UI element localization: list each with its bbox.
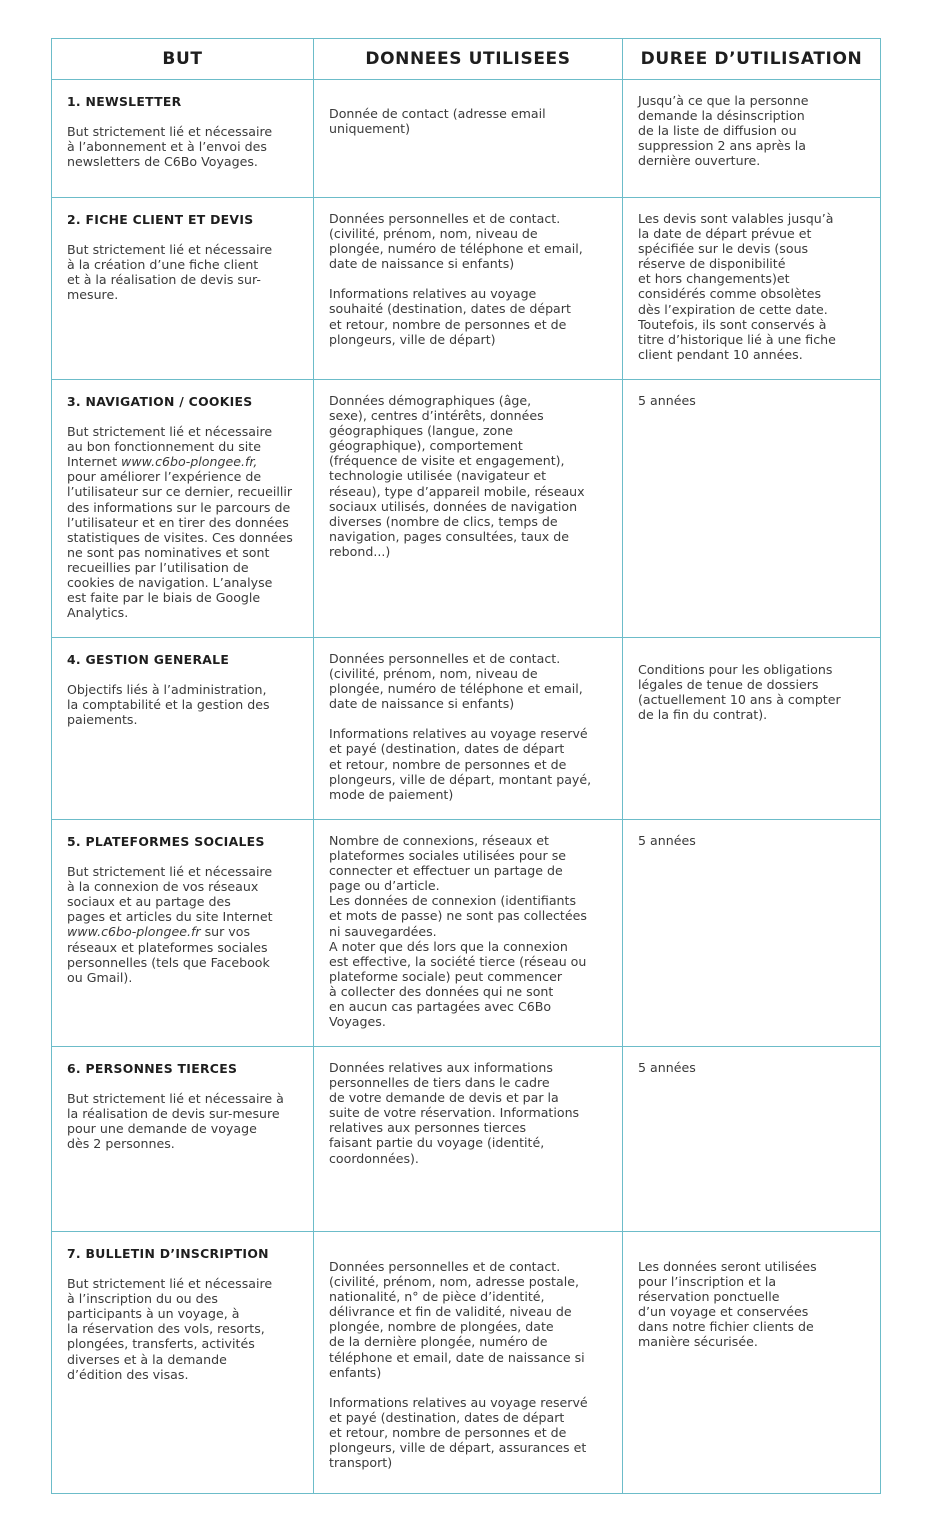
data-text: Données démographiques (âge, sexe), centres d’intérêts, données géographiques (langue, zone géographique), comportement (fréquence de visite et engagement), technologie utilisée (navigateur et réseau), type d’appareil mobile, réseaux sociaux utilisés, données de navigation diverses (nombre de clics, temps de navigation, pages consultées, taux de rebond...)	[329, 393, 585, 559]
duration-cell	[623, 380, 881, 638]
data-cell	[314, 638, 623, 820]
duration-text: Les données seront utilisées pour l’inscription et la réservation ponctuelle d’un voyage et conservées dans notre fichier clients de manière sécurisée.	[638, 1259, 817, 1350]
data-cell	[314, 1047, 623, 1232]
row-title: 2. FICHE CLIENT ET DEVIS	[67, 212, 254, 227]
purpose-cell	[52, 1047, 314, 1232]
purpose-text: But strictement lié et nécessaire à l’abonnement et à l’envoi des newsletters de C6Bo Voyages.	[67, 124, 273, 170]
purpose-cell	[52, 638, 314, 820]
row-title: 1. NEWSLETTER	[67, 94, 182, 109]
table-row	[52, 1047, 881, 1232]
duration-cell	[623, 80, 881, 198]
purpose-text	[67, 864, 301, 985]
table-row	[52, 380, 881, 638]
purpose-cell	[52, 1232, 314, 1494]
purpose-cell	[52, 820, 314, 1047]
table-row	[52, 198, 881, 380]
header-data-used: DONNEES UTILISEES	[314, 39, 623, 80]
purpose-text: Objectifs liés à l’administration, la comptabilité et la gestion des paiements.	[67, 682, 270, 728]
purpose-cell	[52, 198, 314, 380]
site-url: www.c6bo-plongee.fr,	[121, 454, 258, 470]
row-title: 5. PLATEFORMES SOCIALES	[67, 834, 265, 849]
purpose-text: But strictement lié et nécessaire à l’inscription du ou des participants à un voyage, à la réservation des vols, resorts, plongées, transferts, activités diverses et à la demande d’édition des visas.	[67, 1276, 273, 1382]
header-row	[52, 39, 881, 80]
purpose-cell	[52, 380, 314, 638]
duration-text: 5 années	[638, 393, 696, 408]
data-text: Informations relatives au voyage souhaité (destination, dates de départ et retour, nombre de personnes et de plongeurs, ville de départ)	[329, 286, 571, 347]
data-cell	[314, 80, 623, 198]
duration-text: 5 années	[638, 1060, 696, 1075]
data-text: Données personnelles et de contact. (civilité, prénom, nom, adresse postale, nationalité, n° de pièce d’identité, délivrance et fin de validité, niveau de plongée, nombre de plongées, date de la dernière plongée, numéro de téléphone et email, date de naissance si enfants)	[329, 1259, 585, 1380]
purpose-text-end: sur vos réseaux et plateformes sociales personnelles (tels que Facebook ou Gmail).	[67, 924, 270, 985]
row-title: 7. BULLETIN D’INSCRIPTION	[67, 1246, 269, 1261]
duration-cell	[623, 638, 881, 820]
purpose-text: But strictement lié et nécessaire à la création d’une fiche client et à la réalisation de devis sur- mesure.	[67, 242, 273, 303]
data-cell	[314, 380, 623, 638]
data-cell	[314, 198, 623, 380]
data-usage-table	[51, 38, 881, 1494]
purpose-text	[67, 424, 301, 620]
duration-cell	[623, 198, 881, 380]
data-text: Donnée de contact (adresse email uniquement)	[329, 106, 546, 137]
duration-text: 5 années	[638, 833, 696, 848]
purpose-text-end: pour améliorer l’expérience de l’utilisateur sur ce dernier, recueillir des informations sur le parcours de l’utilisateur et en tirer des données statistiques de visites. Ces données ne sont pas nominatives et sont recueillies par l’utilisation de cookies de navigation. L’analyse est faite par le biais de Google Analytics.	[67, 469, 293, 621]
table-row	[52, 80, 881, 198]
data-cell	[314, 1232, 623, 1494]
data-text: Données personnelles et de contact. (civilité, prénom, nom, niveau de plongée, numéro de téléphone et email, date de naissance si enfants)	[329, 651, 583, 712]
duration-cell	[623, 1047, 881, 1232]
duration-cell	[623, 820, 881, 1047]
duration-text: Les devis sont valables jusqu’à la date de départ prévue et spécifiée sur le devis (sous réserve de disponibilité et hors changements)et considérés comme obsolètes dès l’expiration de cette date. Toutefois, ils sont conservés à titre d’historique lié à une fiche client pendant 10 années.	[638, 211, 836, 362]
duration-text: Conditions pour les obligations légales de tenue de dossiers (actuellement 10 ans à compter de la fin du contrat).	[638, 662, 841, 723]
table-row	[52, 638, 881, 820]
row-title: 3. NAVIGATION / COOKIES	[67, 394, 253, 409]
data-text: Nombre de connexions, réseaux et plateformes sociales utilisées pour se connecter et effectuer un partage de page ou d’article. Les données de connexion (identifiants et mots de passe) ne sont pas collectées ni sauvegardées. A noter que dés lors que la connexion est effective, la société tierce (réseau ou plateforme sociale) peut commencer à collecter des données qui ne sont en aucun cas partagées avec C6Bo Voyages.	[329, 833, 587, 1030]
duration-text: Jusqu’à ce que la personne demande la désinscription de la liste de diffusion ou suppression 2 ans après la dernière ouverture.	[638, 93, 809, 169]
row-title: 4. GESTION GENERALE	[67, 652, 230, 667]
purpose-cell	[52, 80, 314, 198]
purpose-text-start: But strictement lié et nécessaire au bon fonctionnement du site Internet	[67, 424, 273, 470]
row-title: 6. PERSONNES TIERCES	[67, 1061, 238, 1076]
data-cell	[314, 820, 623, 1047]
data-text: Informations relatives au voyage reservé et payé (destination, dates de départ et retour, nombre de personnes et de plongeurs, ville de départ, montant payé, mode de paiement)	[329, 726, 592, 802]
header-duration: DUREE D’UTILISATION	[623, 39, 881, 80]
data-text: Données personnelles et de contact. (civilité, prénom, nom, niveau de plongée, numéro de téléphone et email, date de naissance si enfants)	[329, 211, 583, 272]
purpose-text-start: But strictement lié et nécessaire à la connexion de vos réseaux sociaux et au partage des pages et articles du site Internet	[67, 864, 273, 925]
header-purpose: BUT	[52, 39, 314, 80]
purpose-text: But strictement lié et nécessaire à la réalisation de devis sur-mesure pour une demande de voyage dès 2 personnes.	[67, 1091, 284, 1152]
data-text: Données relatives aux informations personnelles de tiers dans le cadre de votre demande de devis et par la suite de votre réservation. Informations relatives aux personnes tierces faisant partie du voyage (identité, coordonnées).	[329, 1060, 580, 1166]
site-url: www.c6bo-plongee.fr	[67, 924, 201, 940]
table-row	[52, 1232, 881, 1494]
duration-cell	[623, 1232, 881, 1494]
table-row	[52, 820, 881, 1047]
data-text: Informations relatives au voyage reservé et payé (destination, dates de départ et retour, nombre de personnes et de plongeurs, ville de départ, assurances et transport)	[329, 1394, 588, 1471]
